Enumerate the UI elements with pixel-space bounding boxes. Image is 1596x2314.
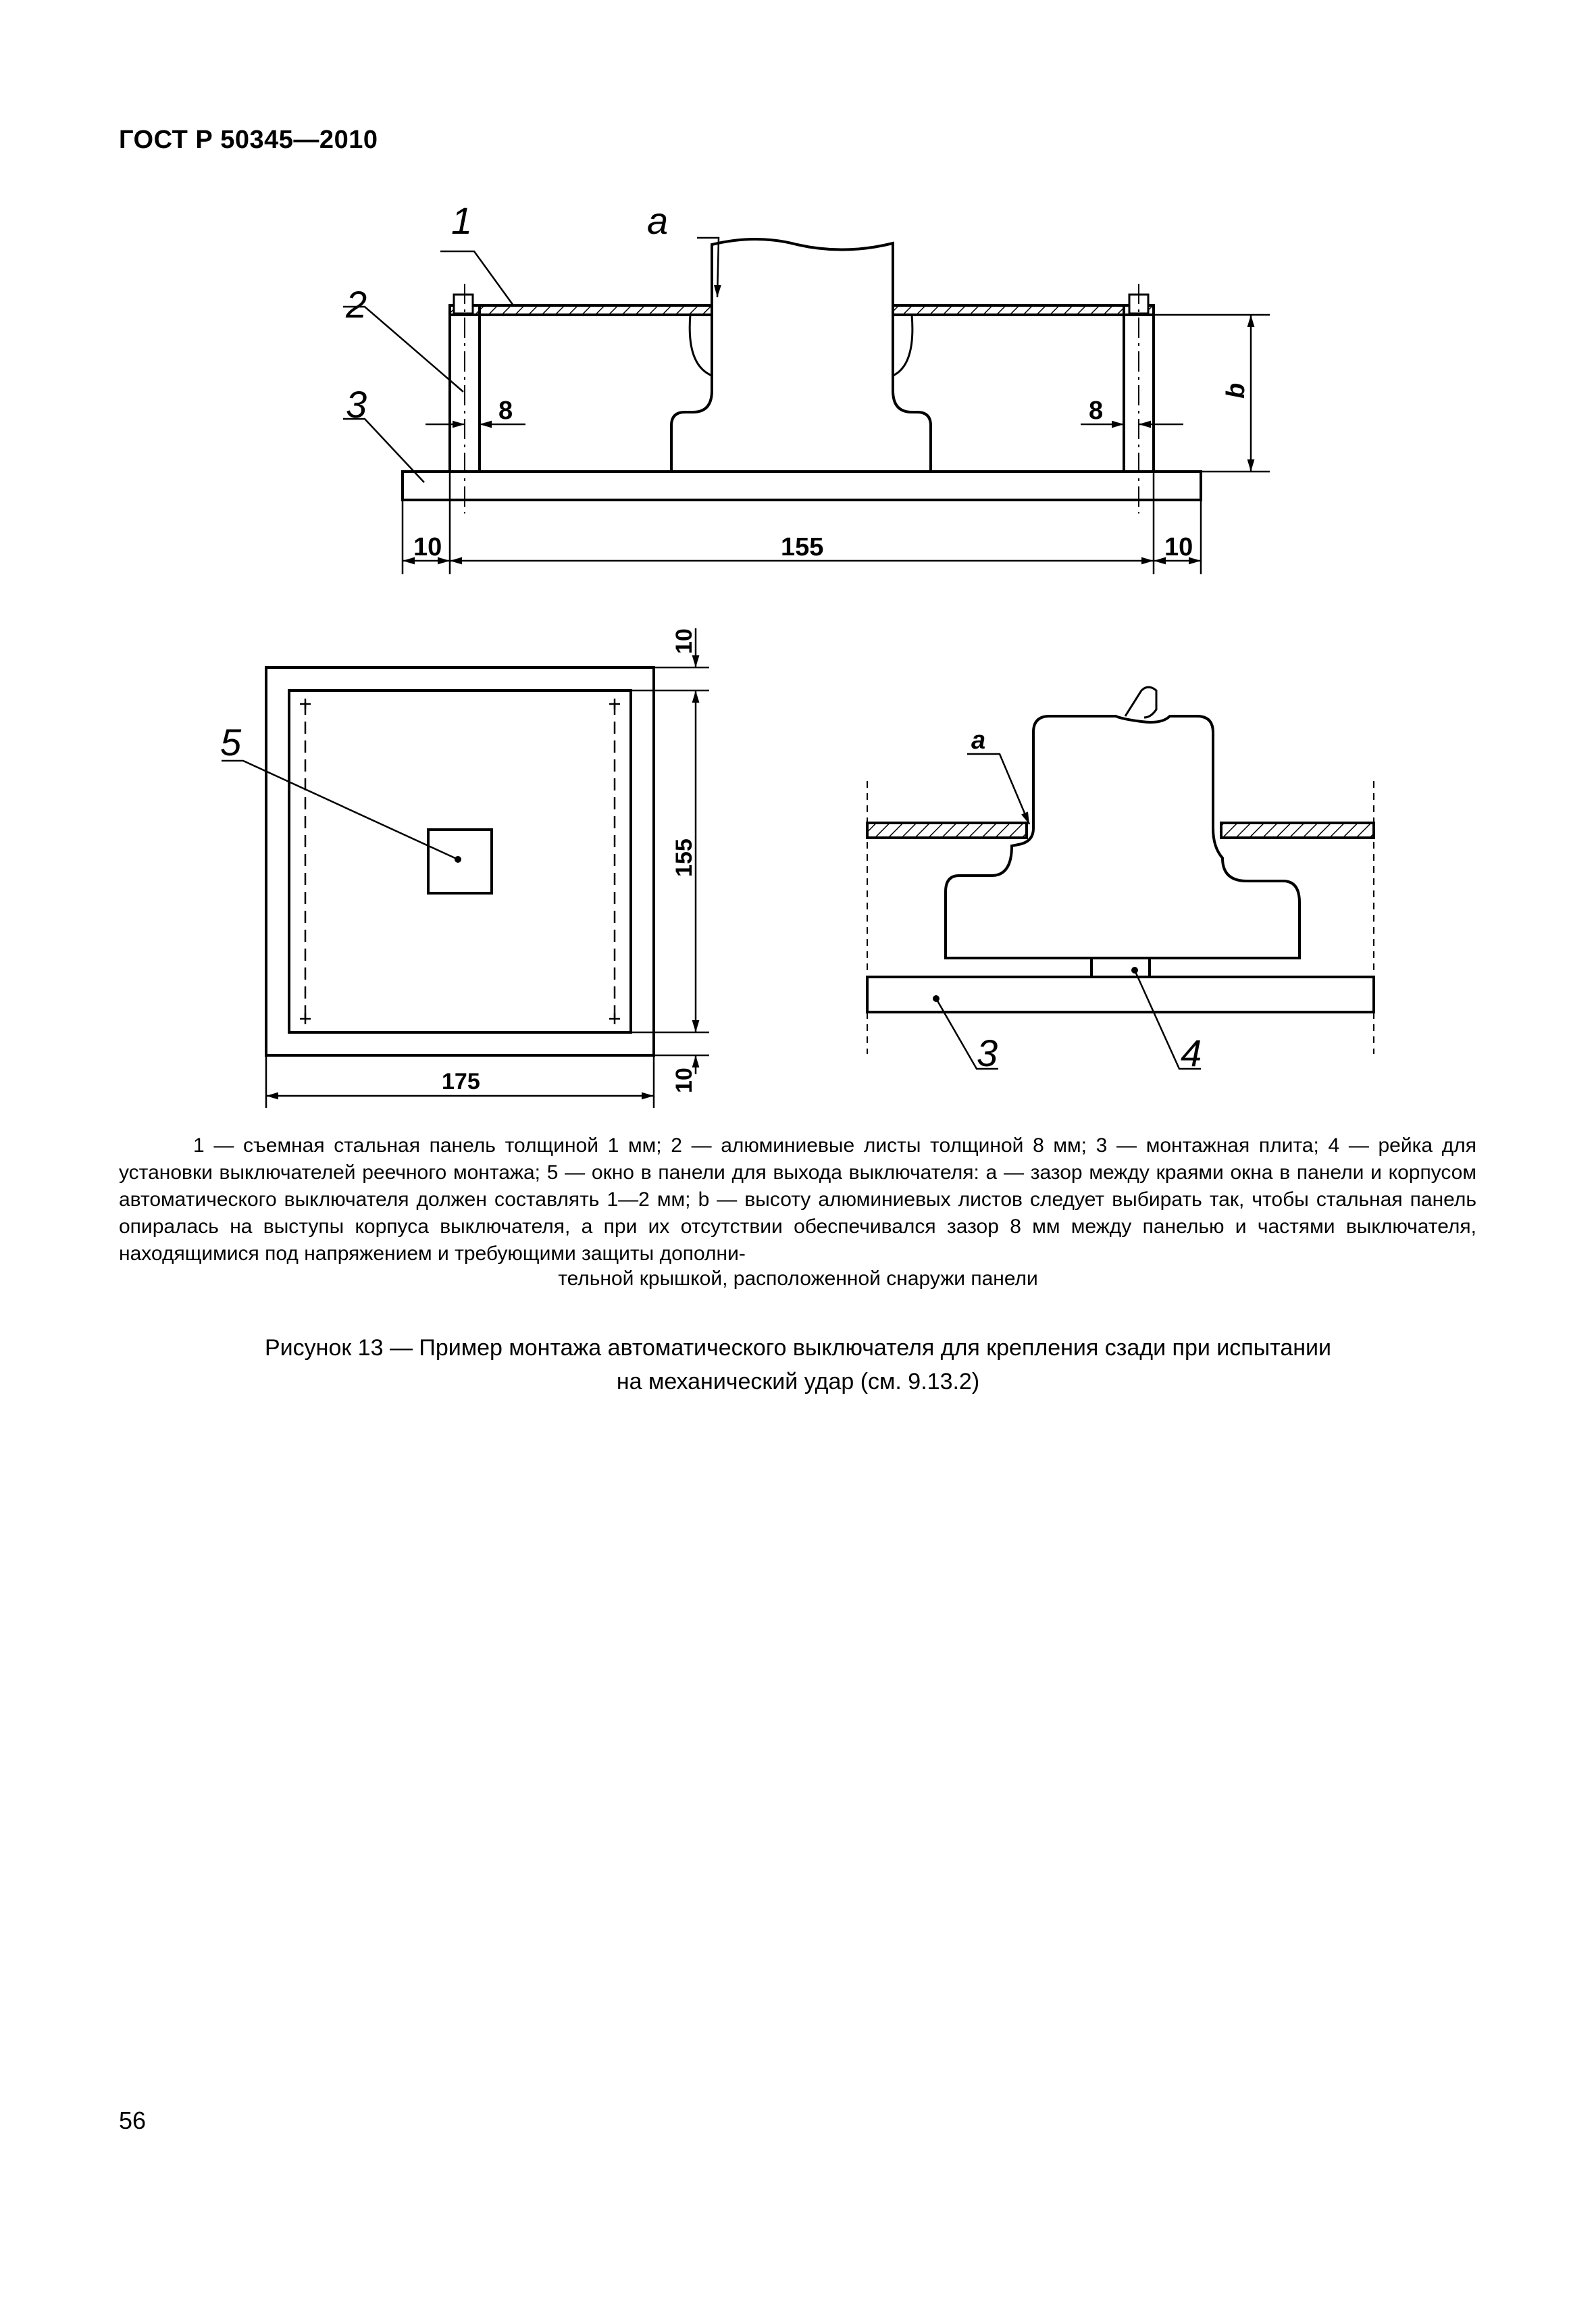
caption-line-1: Рисунок 13 — Пример монтажа автоматического выключателя для крепления сзади при испытании bbox=[265, 1335, 1331, 1361]
document-header: ГОСТ Р 50345—2010 bbox=[119, 126, 378, 154]
dim-bottom: 10 bbox=[671, 1067, 697, 1093]
detail-callout-3: 3 bbox=[977, 1032, 998, 1074]
din-rail bbox=[1091, 958, 1150, 977]
detail-callout-a: a bbox=[971, 726, 986, 755]
detail-panel-left bbox=[867, 823, 1027, 838]
side-view bbox=[403, 239, 1201, 513]
legend-last-line: тельной крышкой, расположенной снаружи панели bbox=[558, 1267, 1038, 1290]
steel-panel-left bbox=[450, 305, 713, 315]
plan-view bbox=[222, 668, 654, 1055]
dim-height: b bbox=[1222, 382, 1250, 399]
detail-callout-4: 4 bbox=[1181, 1032, 1202, 1074]
detail-view bbox=[867, 687, 1374, 1069]
mounting-plate bbox=[403, 472, 1201, 500]
caption-line-2: на механический удар (см. 9.13.2) bbox=[616, 1369, 980, 1394]
circuit-breaker-body bbox=[671, 239, 931, 472]
dim-left: 10 bbox=[413, 533, 442, 561]
callout-5: 5 bbox=[220, 721, 242, 763]
breaker-toggle bbox=[1125, 687, 1156, 718]
detail-mounting-plate bbox=[867, 977, 1374, 1012]
dim-center: 155 bbox=[781, 533, 824, 561]
detail-panel-right bbox=[1221, 823, 1374, 838]
legend-text: 1 — съемная стальная панель толщиной 1 мм; 2 — алюминиевые листы толщиной 8 мм; 3 — монтажная плита; 4 — рейка для установки выключателей реечного монтажа; 5 — окно в панели для выхода выключателя: a — зазор между краями окна в панели и корпусом автоматического выключателя должен составлять 1—2 мм; b — высоту алюминиевых листов следует выбирать так, чтобы стальная панель опиралась на выступы корпуса выключателя, а при их отсутствии обеспечивался зазор 8 мм между панелью и частями выключателя, находящимися под напряжением и требующими защиты дополни- bbox=[119, 1134, 1476, 1265]
callout-2: 2 bbox=[346, 283, 367, 326]
dim-top: 10 bbox=[671, 628, 697, 654]
technical-drawing bbox=[0, 0, 1596, 1149]
dim-side: 155 bbox=[671, 838, 697, 877]
callout-1: 1 bbox=[451, 199, 473, 242]
dim-gap-right: 8 bbox=[1089, 397, 1104, 425]
callout-a: a bbox=[647, 199, 669, 242]
page-number: 56 bbox=[119, 2107, 147, 2134]
figure-legend bbox=[119, 1132, 1476, 1267]
dim-right: 10 bbox=[1164, 533, 1193, 561]
plan-view-dimensions bbox=[266, 628, 709, 1108]
dim-gap-left: 8 bbox=[498, 397, 513, 425]
steel-panel-right bbox=[890, 305, 1154, 315]
dim-width: 175 bbox=[442, 1069, 480, 1095]
screw-left bbox=[454, 295, 473, 313]
figure-caption bbox=[0, 1331, 1596, 1399]
callout-3: 3 bbox=[346, 383, 367, 426]
